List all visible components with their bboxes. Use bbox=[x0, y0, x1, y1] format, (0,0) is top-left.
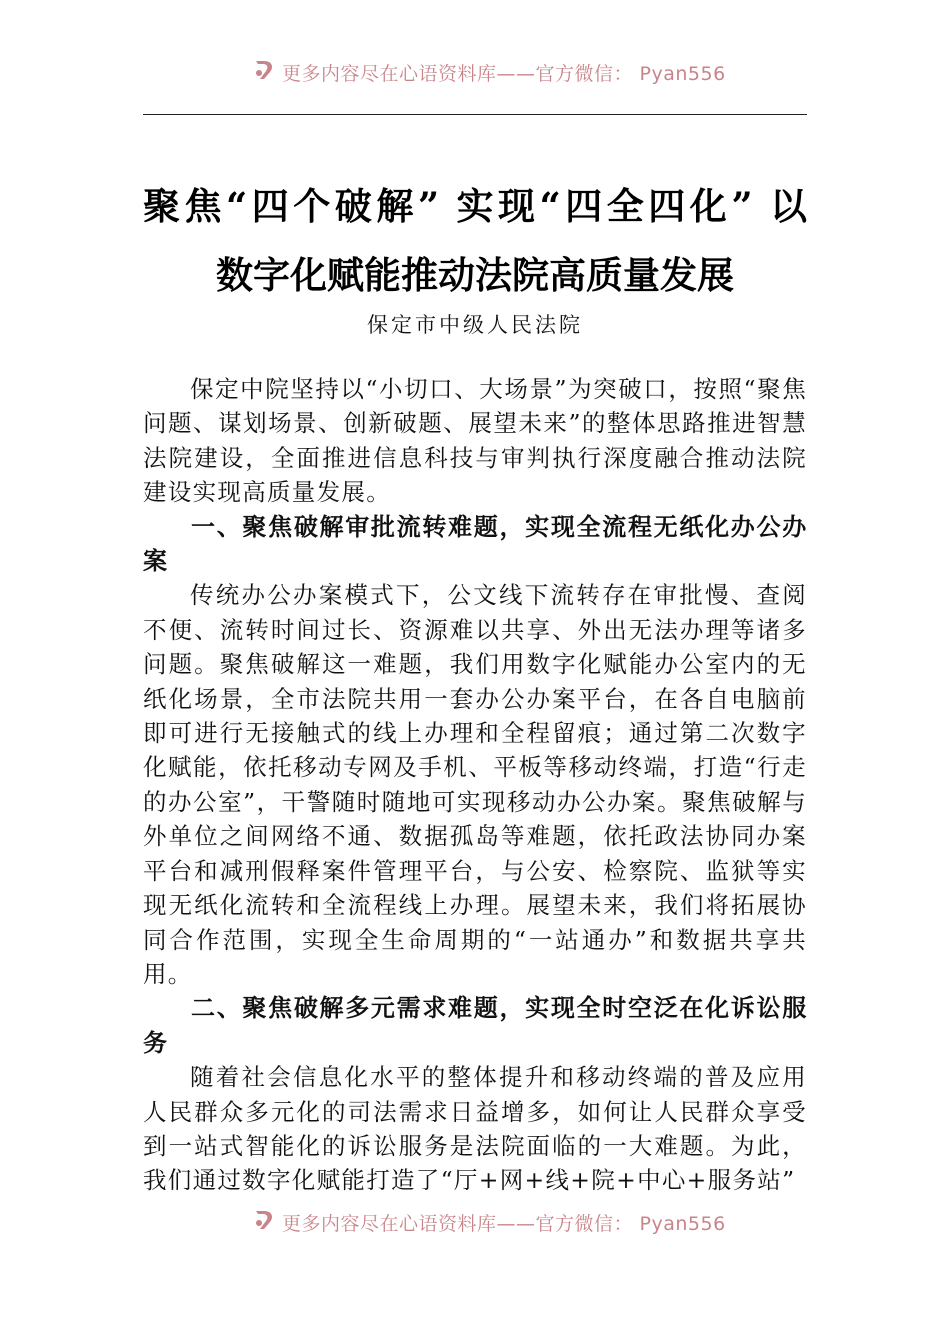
header-rule bbox=[143, 114, 807, 115]
watermark-logo-icon bbox=[252, 57, 278, 83]
section-heading: 二、聚焦破解多元需求难题，实现全时空泛在化诉讼服务 bbox=[143, 994, 807, 1057]
watermark-header bbox=[0, 57, 950, 87]
watermark-text: 更多内容尽在心语资料库——官方微信： Pyan556 bbox=[282, 63, 726, 85]
document-title-line-2: 数字化赋能推动法院高质量发展 bbox=[216, 253, 734, 297]
body-paragraph: 随着社会信息化水平的整体提升和移动终端的普及应用人民群众多元化的司法需求日益增多，如何让人民群众享受到一站式智能化的诉讼服务是法院面临的一大难题。为此，我们通过数字化赋能打造了“厅+网+线+院+中心+服务站” bbox=[143, 1063, 807, 1195]
watermark-footer bbox=[0, 1207, 950, 1237]
document-body bbox=[143, 372, 807, 1198]
section-heading: 一、聚焦破解审批流转难题，实现全流程无纸化办公办案 bbox=[143, 512, 807, 576]
document-title-line-1: 聚焦“四个破解” 实现“四全四化” 以 bbox=[143, 184, 807, 228]
watermark-logo-icon bbox=[252, 1207, 278, 1233]
body-paragraph: 保定中院坚持以“小切口、大场景”为突破口，按照“聚焦问题、谋划场景、创新破题、展望未来”的整体思路推进智慧法院建设，全面推进信息科技与审判执行深度融合推动法院建设实现高质量发展。 bbox=[143, 375, 807, 507]
body-paragraph: 传统办公办案模式下，公文线下流转存在审批慢、查阅不便、流转时间过长、资源难以共享、外出无法办理等诸多问题。聚焦破解这一难题，我们用数字化赋能办公室内的无纸化场景，全市法院共用一套办公办案平台，在各自电脑前即可进行无接触式的线上办理和全程留痕；通过第二次数字化赋能，依托移动专网及手机、平板等移动终端，打造“行走的办公室”，干警随时随地可实现移动办公办案。聚焦破解与外单位之间网络不通、数据孤岛等难题，依托政法协同办案平台和减刑假释案件管理平台，与公安、检察院、监狱等实现无纸化流转和全流程线上办理。展望未来，我们将拓展协同合作范围，实现全生命周期的“一站通办”和数据共享共用。 bbox=[143, 581, 807, 988]
watermark-text: 更多内容尽在心语资料库——官方微信： Pyan556 bbox=[282, 1213, 726, 1235]
document-organization: 保定市中级人民法院 bbox=[367, 313, 583, 337]
